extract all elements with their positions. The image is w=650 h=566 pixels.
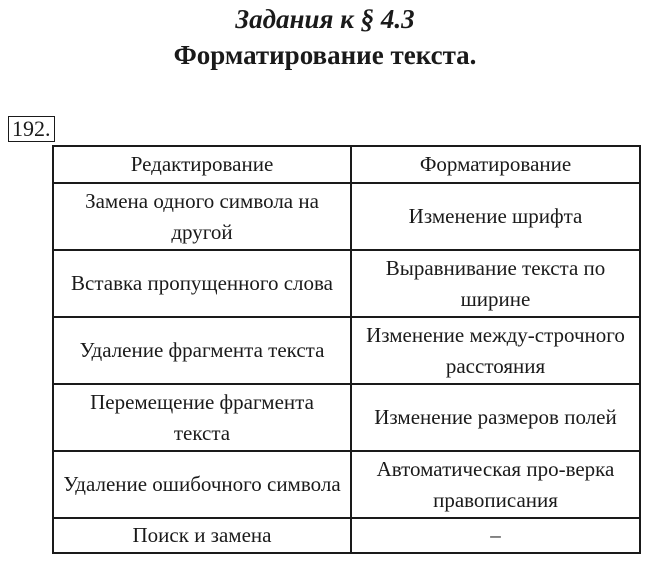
formatting-cell: Изменение между-строчного расстояния: [351, 317, 640, 384]
editing-cell: Поиск и замена: [53, 518, 351, 553]
page-title: Форматирование текста.: [173, 40, 477, 70]
formatting-cell: –: [351, 518, 640, 553]
table-row: [53, 317, 640, 384]
table-row: [53, 518, 640, 553]
column-header-editing: Редактирование: [53, 146, 351, 183]
section-subtitle: Задания к § 4.3: [235, 4, 415, 34]
task-number-box: 192.: [8, 116, 55, 142]
editing-cell: Перемещение фрагмента текста: [53, 384, 351, 451]
editing-formatting-table: [52, 145, 641, 554]
table-header-row: [53, 146, 640, 183]
formatting-cell: Автоматическая про-верка правописания: [351, 451, 640, 518]
table-row: [53, 250, 640, 317]
table-row: [53, 384, 640, 451]
table-row: [53, 451, 640, 518]
editing-cell: Удаление ошибочного символа: [53, 451, 351, 518]
column-header-formatting: Форматирование: [351, 146, 640, 183]
table-row: [53, 183, 640, 250]
formatting-cell: Изменение размеров полей: [351, 384, 640, 451]
formatting-cell: Выравнивание текста по ширине: [351, 250, 640, 317]
editing-cell: Удаление фрагмента текста: [53, 317, 351, 384]
formatting-cell: Изменение шрифта: [351, 183, 640, 250]
editing-cell: Вставка пропущенного слова: [53, 250, 351, 317]
editing-cell: Замена одного символа на другой: [53, 183, 351, 250]
